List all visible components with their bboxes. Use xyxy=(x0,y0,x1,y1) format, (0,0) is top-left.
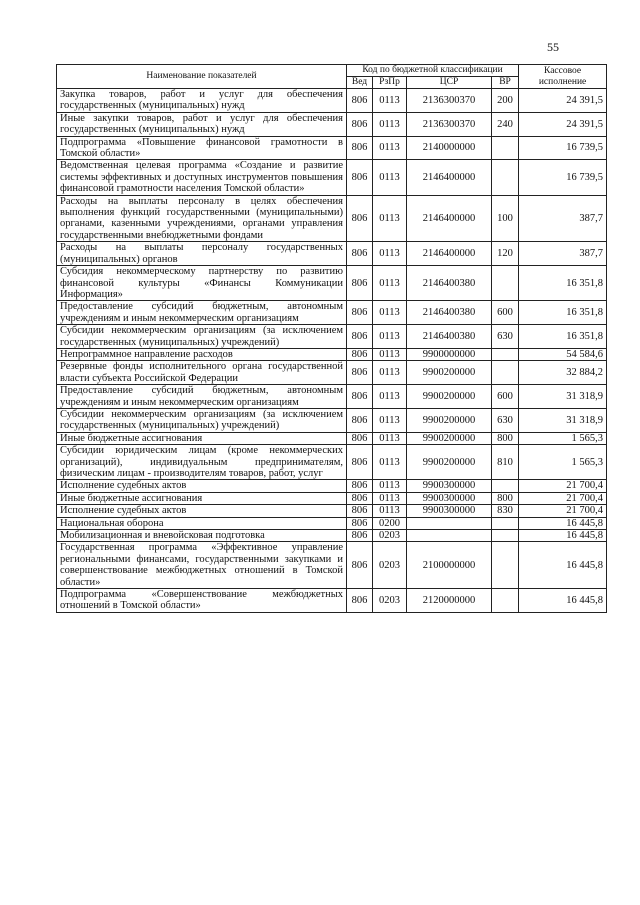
cell-csr: 9900200000 xyxy=(407,361,492,385)
cell-rzpr: 0113 xyxy=(373,445,407,480)
cell-ved: 806 xyxy=(347,361,373,385)
cell-amount: 16 351,8 xyxy=(519,325,607,349)
cell-name: Субсидии юридическим лицам (кроме некоммерческих организаций), индивидуальным предпринимателям, физическим лицам - производителям товаров, работ, услуг xyxy=(57,445,347,480)
cell-rzpr: 0113 xyxy=(373,385,407,409)
cell-rzpr: 0203 xyxy=(373,530,407,542)
cell-rzpr: 0200 xyxy=(373,517,407,529)
cell-csr: 2120000000 xyxy=(407,589,492,613)
cell-ved: 806 xyxy=(347,242,373,266)
cell-vr xyxy=(492,361,519,385)
table-row xyxy=(57,195,607,242)
cell-ved: 806 xyxy=(347,408,373,432)
cell-rzpr: 0203 xyxy=(373,589,407,613)
cell-csr: 2136300370 xyxy=(407,112,492,136)
cell-vr: 600 xyxy=(492,385,519,409)
cell-rzpr: 0113 xyxy=(373,408,407,432)
cell-rzpr: 0113 xyxy=(373,361,407,385)
cell-name: Непрограммное направление расходов xyxy=(57,348,347,360)
cell-rzpr: 0113 xyxy=(373,432,407,444)
cell-rzpr: 0113 xyxy=(373,112,407,136)
header-execution: Кассовое исполнение xyxy=(519,65,607,89)
cell-name: Иные бюджетные ассигнования xyxy=(57,432,347,444)
cell-csr: 2146400380 xyxy=(407,266,492,301)
cell-amount: 21 700,4 xyxy=(519,505,607,517)
header-name: Наименование показателей xyxy=(57,65,347,89)
cell-rzpr: 0113 xyxy=(373,480,407,492)
cell-vr xyxy=(492,348,519,360)
cell-name: Субсидия некоммерческому партнерству по развитию финансовой культуры «Финансы Коммуникации Информация» xyxy=(57,266,347,301)
cell-ved: 806 xyxy=(347,89,373,113)
cell-amount: 21 700,4 xyxy=(519,480,607,492)
cell-ved: 806 xyxy=(347,589,373,613)
cell-ved: 806 xyxy=(347,517,373,529)
cell-csr: 2140000000 xyxy=(407,136,492,160)
cell-vr: 120 xyxy=(492,242,519,266)
table-row xyxy=(57,242,607,266)
cell-vr: 800 xyxy=(492,492,519,504)
page-number: 55 xyxy=(547,40,559,54)
table-row xyxy=(57,361,607,385)
cell-csr: 9900200000 xyxy=(407,432,492,444)
cell-csr: 2146400000 xyxy=(407,195,492,242)
cell-ved: 806 xyxy=(347,492,373,504)
header-csr: ЦСР xyxy=(407,77,492,89)
table-row xyxy=(57,301,607,325)
cell-rzpr: 0113 xyxy=(373,89,407,113)
cell-ved: 806 xyxy=(347,301,373,325)
cell-amount: 21 700,4 xyxy=(519,492,607,504)
cell-amount: 387,7 xyxy=(519,195,607,242)
cell-vr xyxy=(492,266,519,301)
cell-amount: 16 445,8 xyxy=(519,530,607,542)
cell-name: Государственная программа «Эффективное управление региональными финансами, государственными закупками и совершенствование межбюджетных отношений в Томской области» xyxy=(57,542,347,589)
cell-csr: 2136300370 xyxy=(407,89,492,113)
cell-csr: 2100000000 xyxy=(407,542,492,589)
table-body xyxy=(57,89,607,613)
cell-amount: 24 391,5 xyxy=(519,89,607,113)
cell-csr: 9900300000 xyxy=(407,480,492,492)
cell-ved: 806 xyxy=(347,505,373,517)
cell-ved: 806 xyxy=(347,445,373,480)
cell-vr: 800 xyxy=(492,432,519,444)
cell-csr: 9900300000 xyxy=(407,505,492,517)
cell-ved: 806 xyxy=(347,432,373,444)
cell-amount: 54 584,6 xyxy=(519,348,607,360)
table-row xyxy=(57,136,607,160)
cell-amount: 32 884,2 xyxy=(519,361,607,385)
cell-ved: 806 xyxy=(347,136,373,160)
cell-amount: 16 739,5 xyxy=(519,136,607,160)
cell-amount: 16 351,8 xyxy=(519,266,607,301)
table-row xyxy=(57,266,607,301)
table-row xyxy=(57,542,607,589)
cell-amount: 16 445,8 xyxy=(519,589,607,613)
cell-vr xyxy=(492,530,519,542)
cell-name: Мобилизационная и вневойсковая подготовка xyxy=(57,530,347,542)
cell-vr: 100 xyxy=(492,195,519,242)
cell-ved: 806 xyxy=(347,348,373,360)
cell-amount: 31 318,9 xyxy=(519,385,607,409)
cell-name: Предоставление субсидий бюджетным, автономным учреждениям и иным некоммерческим организациям xyxy=(57,301,347,325)
table-row xyxy=(57,160,607,195)
table-row xyxy=(57,89,607,113)
budget-table xyxy=(56,64,607,613)
cell-vr xyxy=(492,517,519,529)
cell-csr xyxy=(407,530,492,542)
cell-vr: 630 xyxy=(492,408,519,432)
cell-name: Субсидии некоммерческим организациям (за исключением государственных (муниципальных) учреждений) xyxy=(57,408,347,432)
cell-csr: 9900300000 xyxy=(407,492,492,504)
cell-name: Предоставление субсидий бюджетным, автономным учреждениям и иным некоммерческим организациям xyxy=(57,385,347,409)
cell-rzpr: 0203 xyxy=(373,542,407,589)
cell-name: Расходы на выплаты персоналу в целях обеспечения выполнения функций государственными (муниципальными) органами, казенными учреждениями, органами управления государственными внебюджетными фондами xyxy=(57,195,347,242)
table-row xyxy=(57,385,607,409)
table-row xyxy=(57,432,607,444)
cell-amount: 31 318,9 xyxy=(519,408,607,432)
cell-vr xyxy=(492,480,519,492)
cell-amount: 1 565,3 xyxy=(519,445,607,480)
cell-rzpr: 0113 xyxy=(373,266,407,301)
cell-vr xyxy=(492,136,519,160)
cell-rzpr: 0113 xyxy=(373,348,407,360)
cell-rzpr: 0113 xyxy=(373,160,407,195)
cell-vr: 600 xyxy=(492,301,519,325)
cell-name: Субсидии некоммерческим организациям (за исключением государственных (муниципальных) учреждений) xyxy=(57,325,347,349)
table-row xyxy=(57,408,607,432)
cell-ved: 806 xyxy=(347,530,373,542)
cell-csr: 2146400000 xyxy=(407,242,492,266)
table-row xyxy=(57,445,607,480)
cell-csr xyxy=(407,517,492,529)
cell-amount: 16 739,5 xyxy=(519,160,607,195)
cell-name: Подпрограмма «Совершенствование межбюджетных отношений в Томской области» xyxy=(57,589,347,613)
cell-ved: 806 xyxy=(347,266,373,301)
table-row xyxy=(57,348,607,360)
cell-amount: 16 445,8 xyxy=(519,517,607,529)
table-row xyxy=(57,517,607,529)
table-row xyxy=(57,480,607,492)
cell-vr: 810 xyxy=(492,445,519,480)
cell-name: Иные бюджетные ассигнования xyxy=(57,492,347,504)
cell-name: Ведомственная целевая программа «Создание и развитие системы эффективных и доступных инструментов повышения финансовой грамотности населения Томской области» xyxy=(57,160,347,195)
cell-ved: 806 xyxy=(347,112,373,136)
cell-name: Национальная оборона xyxy=(57,517,347,529)
cell-vr: 830 xyxy=(492,505,519,517)
cell-vr xyxy=(492,542,519,589)
cell-csr: 9900200000 xyxy=(407,408,492,432)
cell-rzpr: 0113 xyxy=(373,242,407,266)
cell-name: Закупка товаров, работ и услуг для обеспечения государственных (муниципальных) нужд xyxy=(57,89,347,113)
header-rzpr: РзПр xyxy=(373,77,407,89)
cell-name: Исполнение судебных актов xyxy=(57,480,347,492)
cell-rzpr: 0113 xyxy=(373,492,407,504)
cell-name: Иные закупки товаров, работ и услуг для обеспечения государственных (муниципальных) нужд xyxy=(57,112,347,136)
cell-vr: 630 xyxy=(492,325,519,349)
cell-csr: 9900200000 xyxy=(407,385,492,409)
cell-vr: 200 xyxy=(492,89,519,113)
table-row xyxy=(57,589,607,613)
cell-csr: 2146400000 xyxy=(407,160,492,195)
header-ved: Вед xyxy=(347,77,373,89)
cell-amount: 1 565,3 xyxy=(519,432,607,444)
cell-rzpr: 0113 xyxy=(373,195,407,242)
cell-ved: 806 xyxy=(347,325,373,349)
table-header xyxy=(57,65,607,89)
cell-rzpr: 0113 xyxy=(373,136,407,160)
cell-csr: 2146400380 xyxy=(407,301,492,325)
table-row xyxy=(57,325,607,349)
table-row xyxy=(57,530,607,542)
cell-csr: 9900200000 xyxy=(407,445,492,480)
cell-vr xyxy=(492,589,519,613)
table-row xyxy=(57,505,607,517)
cell-csr: 9900000000 xyxy=(407,348,492,360)
cell-amount: 16 445,8 xyxy=(519,542,607,589)
cell-ved: 806 xyxy=(347,480,373,492)
header-vr: ВР xyxy=(492,77,519,89)
header-code-group: Код по бюджетной классификации xyxy=(347,65,519,77)
table-row xyxy=(57,112,607,136)
cell-csr: 2146400380 xyxy=(407,325,492,349)
cell-ved: 806 xyxy=(347,160,373,195)
table-row xyxy=(57,492,607,504)
cell-amount: 16 351,8 xyxy=(519,301,607,325)
cell-name: Резервные фонды исполнительного органа государственной власти субъекта Российской Федерации xyxy=(57,361,347,385)
cell-name: Подпрограмма «Повышение финансовой грамотности в Томской области» xyxy=(57,136,347,160)
cell-name: Исполнение судебных актов xyxy=(57,505,347,517)
cell-name: Расходы на выплаты персоналу государственных (муниципальных) органов xyxy=(57,242,347,266)
cell-amount: 24 391,5 xyxy=(519,112,607,136)
cell-rzpr: 0113 xyxy=(373,301,407,325)
cell-rzpr: 0113 xyxy=(373,325,407,349)
cell-ved: 806 xyxy=(347,542,373,589)
cell-amount: 387,7 xyxy=(519,242,607,266)
cell-ved: 806 xyxy=(347,195,373,242)
cell-vr xyxy=(492,160,519,195)
cell-rzpr: 0113 xyxy=(373,505,407,517)
cell-vr: 240 xyxy=(492,112,519,136)
cell-ved: 806 xyxy=(347,385,373,409)
